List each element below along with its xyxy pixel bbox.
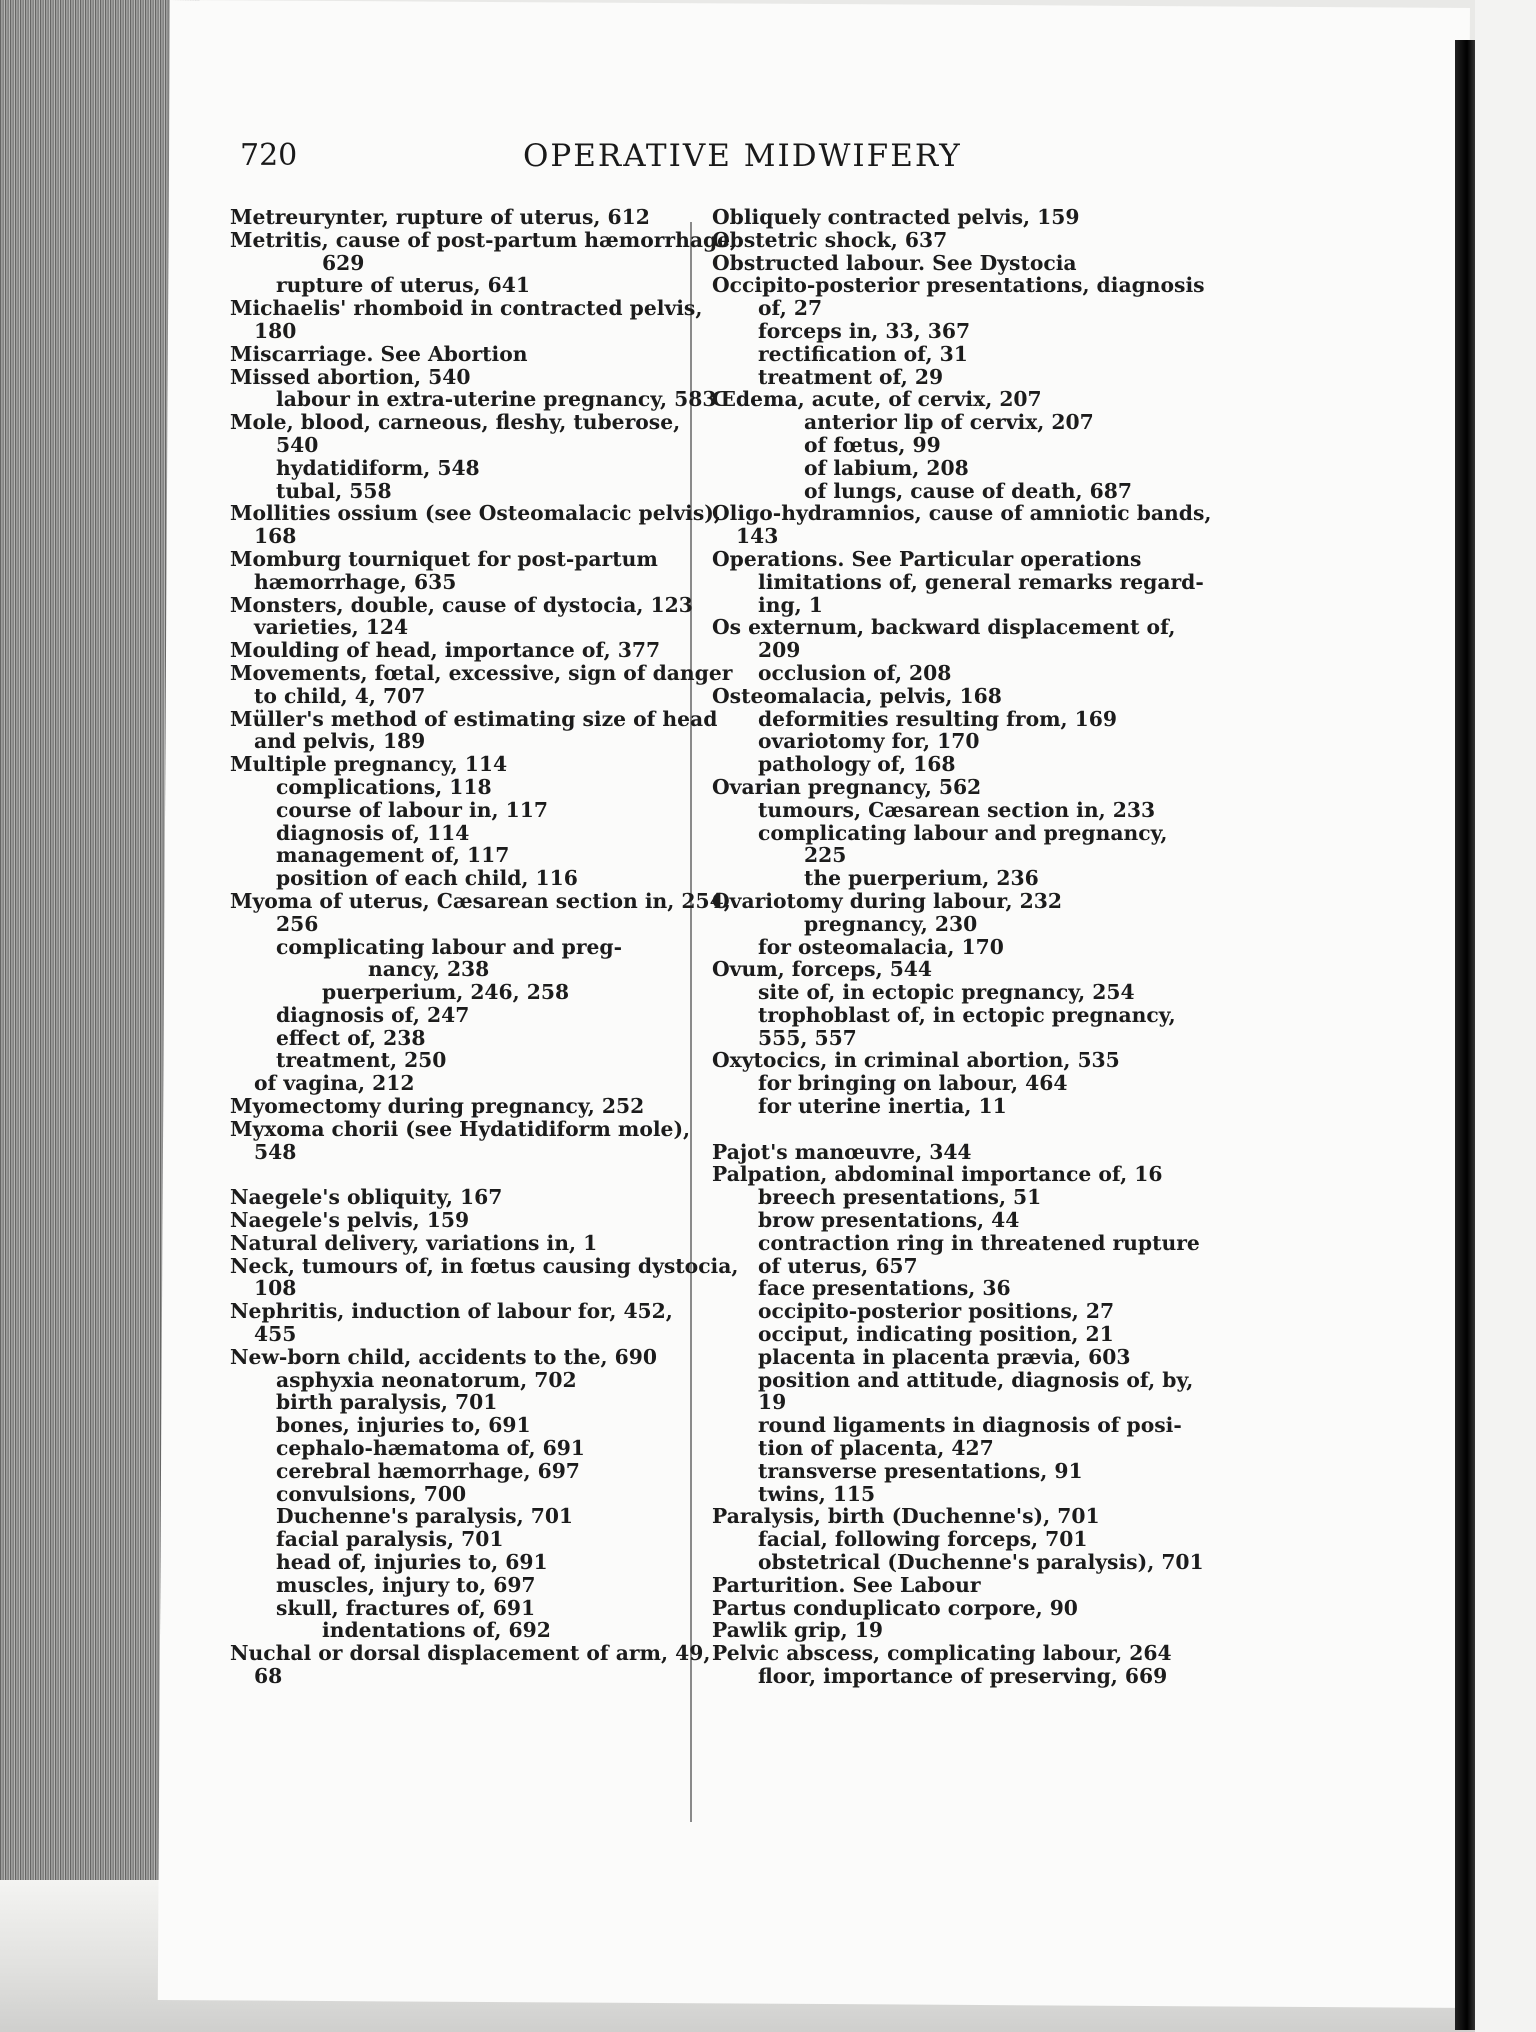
- index-entry: bones, injuries to, 691: [276, 1413, 531, 1438]
- index-entry: course of labour in, 117: [276, 797, 548, 822]
- index-entry: Pajot's manœuvre, 344: [712, 1139, 972, 1164]
- index-entry: 548: [254, 1139, 297, 1164]
- index-entry: Myoma of uterus, Cæsarean section in, 254,: [230, 888, 731, 913]
- index-entry: ing, 1: [758, 592, 823, 617]
- index-entry: Duchenne's paralysis, 701: [276, 1504, 574, 1529]
- index-entry: and pelvis, 189: [254, 729, 426, 754]
- index-entry: Multiple pregnancy, 114: [230, 752, 508, 777]
- index-entry: round ligaments in diagnosis of posi-: [758, 1413, 1182, 1438]
- index-entry: 256: [276, 911, 319, 936]
- index-entry: 540: [276, 432, 319, 457]
- index-entry: Obliquely contracted pelvis, 159: [712, 205, 1080, 229]
- index-entry: Pelvic abscess, complicating labour, 264: [712, 1641, 1172, 1666]
- index-entry: face presentations, 36: [758, 1276, 1011, 1301]
- index-entry: Nephritis, induction of labour for, 452,: [230, 1299, 673, 1324]
- index-entry: complicating labour and preg-: [276, 934, 623, 959]
- index-entry: limitations of, general remarks regard-: [758, 569, 1204, 594]
- index-entry: varieties, 124: [254, 615, 409, 640]
- index-entry: Palpation, abdominal importance of, 16: [712, 1162, 1163, 1187]
- index-entry: Obstructed labour. See Dystocia: [712, 250, 1077, 275]
- index-entry: cephalo-hæmatoma of, 691: [276, 1436, 585, 1461]
- index-entry: 19: [758, 1390, 787, 1415]
- index-entry: anterior lip of cervix, 207: [804, 410, 1094, 435]
- index-entry: hæmorrhage, 635: [254, 569, 457, 594]
- index-entry: of fœtus, 99: [804, 432, 941, 457]
- index-entry: of vagina, 212: [254, 1071, 415, 1096]
- index-entry: 455: [254, 1322, 297, 1347]
- index-entry: Myxoma chorii (see Hydatidiform mole),: [230, 1116, 691, 1141]
- index-entry: occipito-posterior positions, 27: [758, 1299, 1115, 1324]
- index-column-right: [712, 206, 1212, 1688]
- index-entry: the puerperium, 236: [804, 866, 1039, 891]
- index-entry: diagnosis of, 247: [276, 1002, 470, 1027]
- index-entry: of uterus, 657: [758, 1253, 918, 1278]
- index-entry: Obstetric shock, 637: [712, 227, 948, 252]
- index-entry: Naegele's obliquity, 167: [230, 1185, 503, 1210]
- index-entry: ovariotomy for, 170: [758, 729, 980, 754]
- index-entry: contraction ring in threatened rupture: [758, 1230, 1200, 1255]
- index-entry: Miscarriage. See Abortion: [230, 341, 528, 366]
- index-entry: birth paralysis, 701: [276, 1390, 498, 1415]
- index-entry: Ovum, forceps, 544: [712, 957, 933, 982]
- index-entry: Ovariotomy during labour, 232: [712, 888, 1062, 913]
- index-entry: head of, injuries to, 691: [276, 1550, 548, 1575]
- index-entry: Monsters, double, cause of dystocia, 123: [230, 592, 693, 617]
- index-entry: treatment, 250: [276, 1048, 447, 1073]
- index-entry: tion of placenta, 427: [758, 1436, 994, 1461]
- index-entry: 629: [322, 250, 365, 275]
- index-entry: transverse presentations, 91: [758, 1458, 1083, 1483]
- index-entry: 209: [758, 638, 801, 663]
- index-entry: 180: [254, 318, 297, 343]
- index-entry: Mole, blood, carneous, fleshy, tuberose,: [230, 410, 681, 435]
- index-entry: Missed abortion, 540: [230, 364, 471, 389]
- index-entry: pathology of, 168: [758, 752, 956, 777]
- index-entry: of lungs, cause of death, 687: [804, 478, 1132, 503]
- index-entry: floor, importance of preserving, 669: [758, 1664, 1168, 1688]
- index-entry: deformities resulting from, 169: [758, 706, 1118, 731]
- index-entry: 68: [254, 1664, 283, 1688]
- index-entry: Oxytocics, in criminal abortion, 535: [712, 1048, 1120, 1073]
- index-entry: tubal, 558: [276, 478, 392, 503]
- index-entry: convulsions, 700: [276, 1481, 467, 1506]
- index-entry: of labium, 208: [804, 455, 969, 480]
- index-entry: 225: [804, 843, 847, 868]
- index-entry: position and attitude, diagnosis of, by,: [758, 1367, 1194, 1392]
- index-entry: rupture of uterus, 641: [276, 273, 531, 298]
- index-entry: facial, following forceps, 701: [758, 1527, 1088, 1552]
- index-entry: nancy, 238: [368, 957, 490, 982]
- index-entry: Os externum, backward displacement of,: [712, 615, 1176, 640]
- index-entry: position of each child, 116: [276, 866, 578, 891]
- index-entry: treatment of, 29: [758, 364, 944, 389]
- index-entry: Partus conduplicato corpore, 90: [712, 1595, 1078, 1620]
- index-entry: site of, in ectopic pregnancy, 254: [758, 980, 1135, 1005]
- index-entry: Mollities ossium (see Osteomalacic pelvis),: [230, 501, 721, 526]
- index-entry: puerperium, 246, 258: [322, 980, 570, 1005]
- facing-page-sliver: [1475, 0, 1536, 2032]
- index-entry: Metritis, cause of post-partum hæmorrhage,: [230, 227, 738, 252]
- index-entry: [712, 1118, 1212, 1141]
- index-entry: cerebral hæmorrhage, 697: [276, 1458, 580, 1483]
- index-entry: diagnosis of, 114: [276, 820, 470, 845]
- index-entry: tumours, Cæsarean section in, 233: [758, 797, 1156, 822]
- index-entry: Occipito-posterior presentations, diagnosis: [712, 273, 1205, 298]
- index-entry: Neck, tumours of, in fœtus causing dystocia,: [230, 1253, 739, 1278]
- index-entry: placenta in placenta prævia, 603: [758, 1344, 1131, 1369]
- index-entry: Oligo-hydramnios, cause of amniotic bands,: [712, 501, 1212, 526]
- index-entry: effect of, 238: [276, 1025, 426, 1050]
- index-entry: Natural delivery, variations in, 1: [230, 1230, 598, 1255]
- index-entry: Myomectomy during pregnancy, 252: [230, 1094, 645, 1119]
- index-entry: to child, 4, 707: [254, 683, 426, 708]
- index-entry: 143: [736, 524, 779, 549]
- index-entry: trophoblast of, in ectopic pregnancy,: [758, 1002, 1176, 1027]
- index-entry: obstetrical (Duchenne's paralysis), 701: [758, 1550, 1204, 1575]
- index-entry: hydatidiform, 548: [276, 455, 480, 480]
- index-entry: [230, 1163, 722, 1186]
- index-entry: occlusion of, 208: [758, 660, 952, 685]
- index-entry: 108: [254, 1276, 297, 1301]
- index-entry: Metreurynter, rupture of uterus, 612: [230, 205, 650, 229]
- index-entry: Müller's method of estimating size of head: [230, 706, 718, 731]
- index-entry: asphyxia neonatorum, 702: [276, 1367, 577, 1392]
- page-gutter-shadow: [1455, 40, 1475, 2030]
- index-entry: labour in extra-uterine pregnancy, 583: [276, 387, 717, 412]
- index-entry: Operations. See Particular operations: [712, 546, 1142, 571]
- index-entry: Ovarian pregnancy, 562: [712, 774, 982, 799]
- index-entry: muscles, injury to, 697: [276, 1572, 536, 1597]
- page-number: 720: [240, 138, 298, 173]
- index-entry: facial paralysis, 701: [276, 1527, 504, 1552]
- index-entry: Parturition. See Labour: [712, 1572, 981, 1597]
- index-entry: for bringing on labour, 464: [758, 1071, 1068, 1096]
- index-entry: Œdema, acute, of cervix, 207: [712, 387, 1042, 412]
- index-entry: for uterine inertia, 11: [758, 1094, 1007, 1119]
- index-entry: indentations of, 692: [322, 1618, 551, 1643]
- index-entry: for osteomalacia, 170: [758, 934, 1004, 959]
- page-title: OPERATIVE MIDWIFERY: [523, 138, 962, 174]
- index-entry: 168: [254, 524, 297, 549]
- index-entry: forceps in, 33, 367: [758, 318, 971, 343]
- index-entry: Naegele's pelvis, 159: [230, 1208, 470, 1233]
- index-entry: Osteomalacia, pelvis, 168: [712, 683, 1002, 708]
- index-entry: Movements, fœtal, excessive, sign of danger: [230, 660, 733, 685]
- index-entry: 555, 557: [758, 1025, 857, 1050]
- index-entry: complicating labour and pregnancy,: [758, 820, 1168, 845]
- index-entry: of, 27: [758, 296, 823, 321]
- index-entry: Michaelis' rhomboid in contracted pelvis,: [230, 296, 703, 321]
- index-entry: Paralysis, birth (Duchenne's), 701: [712, 1504, 1100, 1529]
- index-entry: Momburg tourniquet for post-partum: [230, 546, 658, 571]
- index-entry: rectification of, 31: [758, 341, 968, 366]
- index-entry: Pawlik grip, 19: [712, 1618, 883, 1643]
- index-entry: Nuchal or dorsal displacement of arm, 49,: [230, 1641, 711, 1666]
- index-entry: brow presentations, 44: [758, 1208, 1020, 1233]
- index-column-left: [230, 205, 739, 1688]
- index-entry: skull, fractures of, 691: [276, 1595, 536, 1620]
- index-entry: Moulding of head, importance of, 377: [230, 638, 661, 663]
- index-entry: occiput, indicating position, 21: [758, 1322, 1114, 1347]
- index-entry: pregnancy, 230: [804, 911, 978, 936]
- index-entry: New-born child, accidents to the, 690: [230, 1344, 657, 1369]
- index-entry: breech presentations, 51: [758, 1185, 1042, 1210]
- index-entry: management of, 117: [276, 843, 510, 868]
- index-entry: twins, 115: [758, 1481, 876, 1506]
- index-entry: complications, 118: [276, 774, 492, 799]
